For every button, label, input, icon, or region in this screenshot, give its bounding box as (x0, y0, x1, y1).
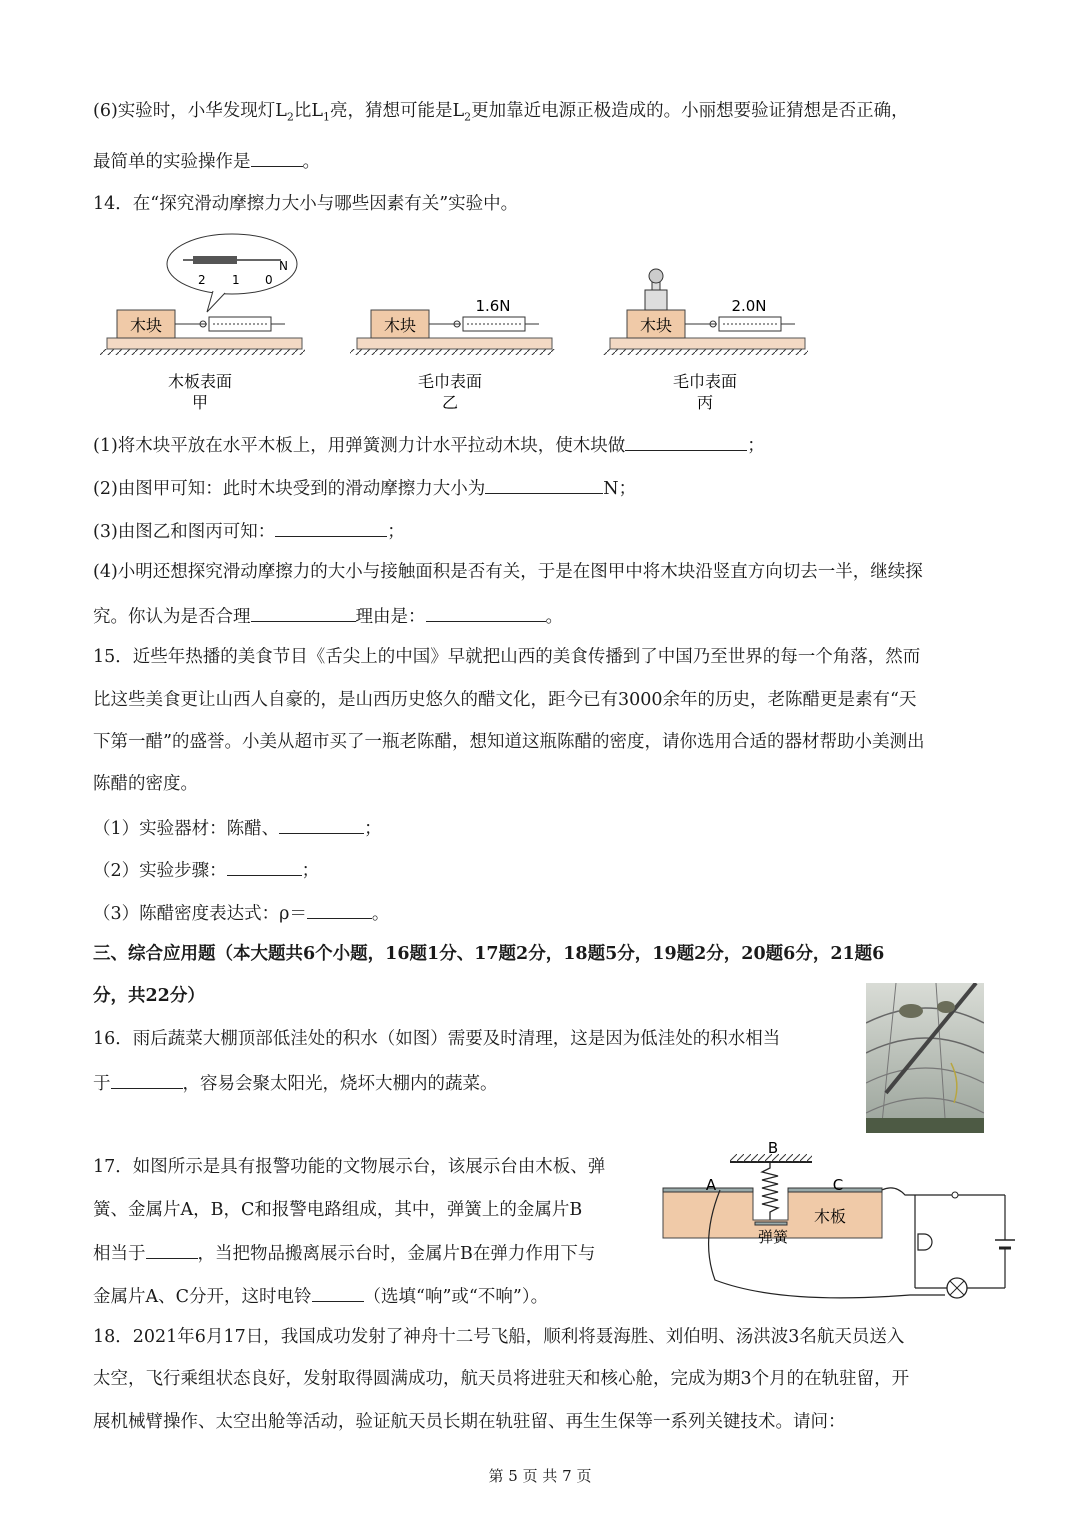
q16-line2: 于 ，容易会聚太阳光，烧坏大棚内的蔬菜。 (93, 1070, 498, 1096)
label-A: A (705, 1176, 717, 1194)
alarm-display-stand-figure (660, 1140, 1030, 1310)
answer-blank[interactable] (485, 475, 603, 494)
q15-line2: 比这些美食更让山西人自豪的，是山西历史悠久的醋文化，距今已有3000余年的历史，老陈醋更是素有“天 (93, 690, 917, 710)
q14-3: (3)由图乙和图丙可知： ； (93, 518, 405, 544)
switch-terminal (952, 1192, 958, 1198)
caption-label: 丙 (696, 393, 714, 412)
svg-text:N: N (279, 259, 288, 273)
answer-blank[interactable] (111, 1070, 183, 1089)
svg-text:0: 0 (265, 273, 273, 287)
q17-line2: 簧、金属片A，B，C和报警电路组成，其中，弹簧上的金属片B (93, 1200, 583, 1220)
answer-blank[interactable] (146, 1240, 198, 1259)
friction-experiment-figure (95, 232, 825, 417)
scale-reading: 2.0N (731, 297, 767, 315)
q14-4-line2: 究。你认为是否合理 理由是： 。 (93, 603, 563, 629)
caption-surface: 毛巾表面 (417, 372, 483, 391)
q15-line3: 下第一醋”的盛誉。小美从超市买了一瓶老陈醋，想知道这瓶陈醋的密度，请你选用合适的器材帮助小美测出 (93, 732, 925, 752)
bell-icon (918, 1234, 932, 1250)
svg-text:1: 1 (232, 273, 240, 287)
q18-line1: 18．2021年6月17日，我国成功发射了神舟十二号飞船，顺利将聂海胜、刘伯明、汤洪波3名航天员送入 (93, 1327, 905, 1347)
q17-line1: 17．如图所示是具有报警功能的文物展示台，该展示台由木板、弹 (93, 1157, 606, 1177)
q13-6-line1: (6)实验时，小华发现灯$L_2$比$L_1$亮，猜想可能是$L_2$更加靠近电源正极造成的。小丽想要验证猜想是否正确， (93, 101, 909, 124)
q18-line2: 太空，飞行乘组状态良好，发射取得圆满成功，航天员将进驻天和核心舱，完成为期3个月的在轨驻留，开 (93, 1369, 910, 1389)
answer-blank[interactable] (279, 815, 364, 834)
q17-line3: 相当于 ，当把物品搬离展示台时，金属片B在弹力作用下与 (93, 1240, 595, 1266)
label-spring: 弹簧 (757, 1228, 789, 1246)
q17-line4: 金属片A、C分开，这时电铃 （选填“响”或“不响”）。 (93, 1283, 548, 1309)
metal-B (755, 1222, 787, 1225)
caption-label: 甲 (191, 393, 209, 412)
q15-step3: （3）陈醋密度表达式：ρ＝ 。 (93, 900, 389, 926)
q18-line3: 展机械臂操作、太空出舱等活动，验证航天员长期在轨驻留、再生生保等一系列关键技术。请问： (93, 1412, 846, 1432)
section-3-heading: 三、综合应用题（本大题共6个小题，16题1分、17题2分，18题5分，19题2分，20题6分，21题6 (93, 944, 885, 964)
q14-1: (1)将木块平放在水平木板上，用弹簧测力计水平拉动木块，使木块做 ； (93, 432, 765, 458)
label-board: 木板 (813, 1207, 847, 1226)
section-3-heading-cont: 分，共22分） (93, 986, 205, 1006)
answer-blank[interactable] (312, 1283, 364, 1302)
caption-surface: 木板表面 (167, 372, 233, 391)
scale-reading: 1.6N (475, 297, 511, 315)
block-label: 木块 (639, 316, 673, 335)
setup-yi (350, 297, 555, 412)
q15-line1: 15．近些年热播的美食节目《舌尖上的中国》早就把山西的美食传播到了中国乃至世界的每一个角落，然而 (93, 647, 921, 667)
weight (645, 290, 667, 310)
answer-blank[interactable] (275, 518, 387, 537)
q14-2: (2)由图甲可知：此时木块受到的滑动摩擦力大小为 N； (93, 475, 636, 501)
answer-blank[interactable] (625, 432, 747, 451)
setup-jia (100, 234, 305, 412)
caption-label: 乙 (441, 393, 459, 412)
caption-surface: 毛巾表面 (672, 372, 738, 391)
answer-blank[interactable] (227, 857, 302, 876)
label-B: B (767, 1140, 779, 1157)
spring (762, 1162, 778, 1222)
answer-blank[interactable] (307, 900, 372, 919)
q15-step1: （1）实验器材：陈醋、 ； (93, 815, 382, 841)
svg-text:2: 2 (198, 273, 206, 287)
page-footer: 第 5 页 共 7 页 (488, 1467, 592, 1485)
setup-bing (603, 269, 808, 412)
q14-4-line1: (4)小明还想探究滑动摩擦力的大小与接触面积是否有关，于是在图甲中将木块沿竖直方向切去一半，继续探 (93, 562, 923, 582)
answer-blank[interactable] (426, 603, 546, 622)
q16-line1: 16．雨后蔬菜大棚顶部低洼处的积水（如图）需要及时清理，这是因为低洼处的积水相当 (93, 1029, 781, 1049)
answer-blank[interactable] (251, 148, 303, 167)
q15-line4: 陈醋的密度。 (93, 774, 198, 794)
q13-6-line2: 最简单的实验操作是 。 (93, 148, 320, 174)
label-C: C (832, 1176, 844, 1194)
answer-blank[interactable] (251, 603, 356, 622)
q15-step2: （2）实验步骤： ； (93, 857, 319, 883)
block-label: 木块 (129, 316, 163, 335)
block-label: 木块 (383, 316, 417, 335)
greenhouse-photo (866, 983, 984, 1133)
q14-title: 14．在“探究滑动摩擦力大小与哪些因素有关”实验中。 (93, 194, 519, 214)
